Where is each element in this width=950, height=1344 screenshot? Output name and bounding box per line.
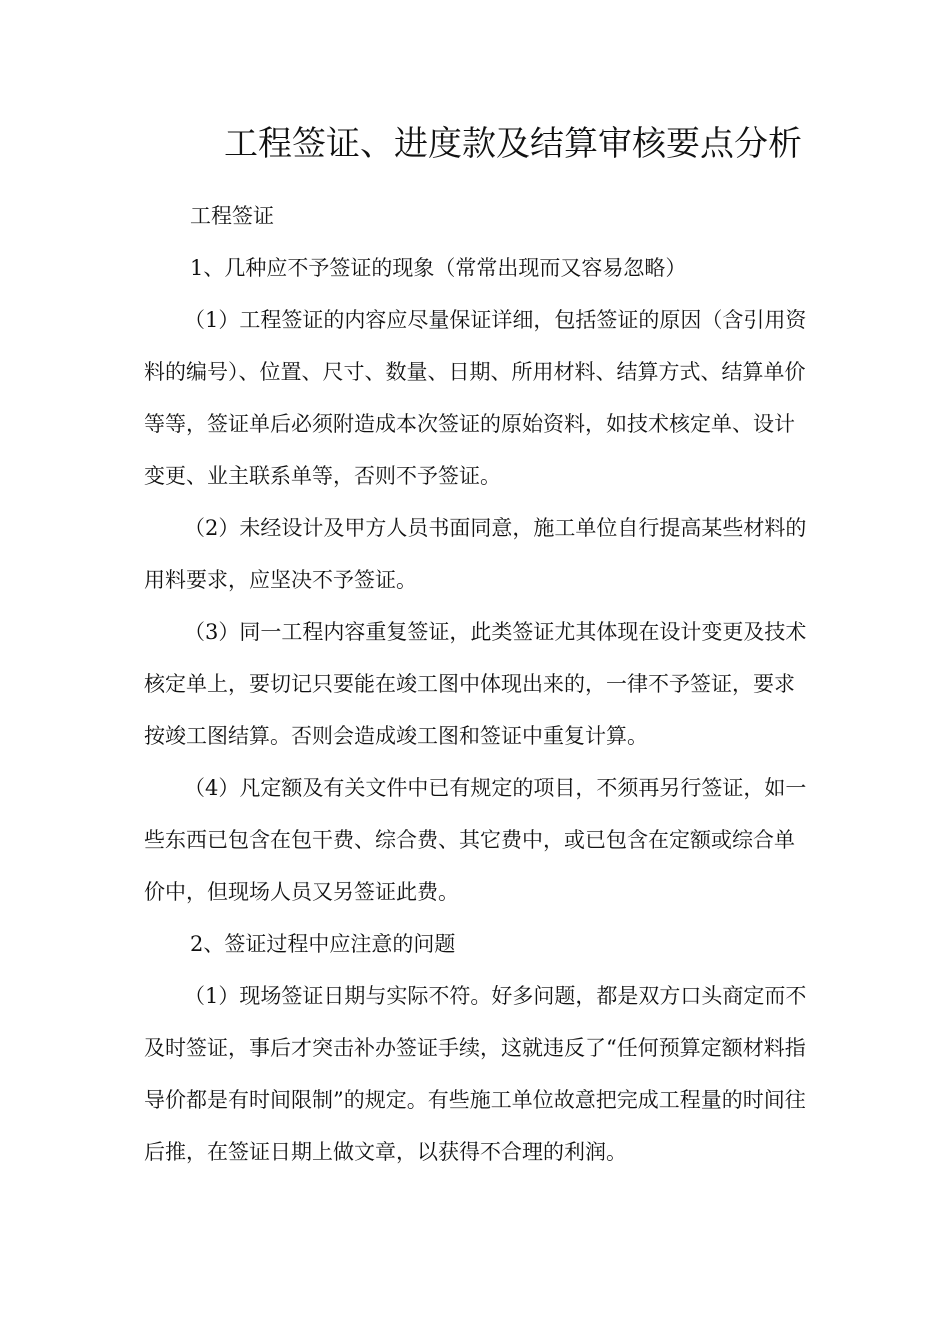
document-body	[144, 190, 808, 1178]
body-paragraph: （1）工程签证的内容应尽量保证详细，包括签证的原因（含引用资料的编号）、位置、尺寸、数量、日期、所用材料、结算方式、结算单价等等，签证单后必须附造成本次签证的原始资料，如技术核定单、设计变更、业主联系单等，否则不予签证。	[144, 308, 807, 488]
body-paragraph: （2）未经设计及甲方人员书面同意，施工单位自行提高某些材料的用料要求，应坚决不予签证。	[144, 516, 807, 592]
body-paragraph: （3）同一工程内容重复签证，此类签证尤其体现在设计变更及技术核定单上，要切记只要能在竣工图中体现出来的，一律不予签证，要求按竣工图结算。否则会造成竣工图和签证中重复计算。	[144, 620, 807, 748]
subsection-heading: 2、签证过程中应注意的问题	[190, 932, 456, 956]
subsection-heading: 1、几种应不予签证的现象（常常出现而又容易忽略）	[190, 256, 687, 280]
body-paragraph: （1）现场签证日期与实际不符。好多问题，都是双方口头商定而不及时签证，事后才突击补办签证手续，这就违反了“任何预算定额材料指导价都是有时间限制”的规定。有些施工单位故意把完成工程量的时间往后推，在签证日期上做文章，以获得不合理的利润。	[144, 984, 807, 1164]
section-heading: 工程签证	[190, 204, 274, 228]
body-paragraph: （4）凡定额及有关文件中已有规定的项目，不须再另行签证，如一些东西已包含在包干费、综合费、其它费中，或已包含在定额或综合单价中，但现场人员又另签证此费。	[144, 776, 807, 904]
document-title: 工程签证、进度款及结算审核要点分析	[224, 124, 802, 164]
